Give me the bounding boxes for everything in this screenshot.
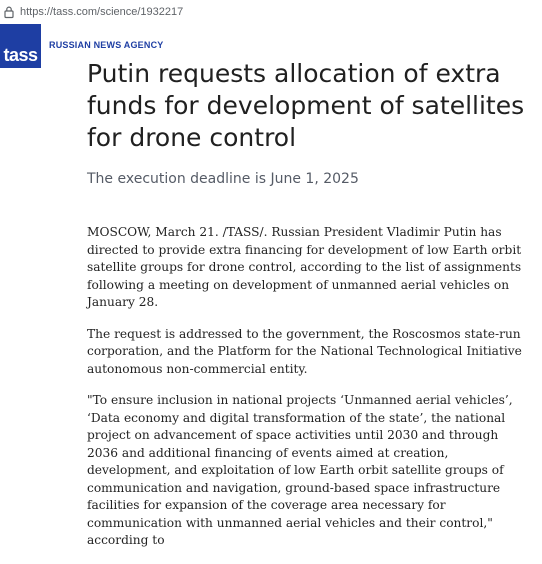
article-paragraph-1: MOSCOW, March 21. /TASS/. Russian President Vladimir Putin has directed to provide extra financing for development of low Earth orbit satellite groups for drone control, according to the list of assignments following a meeting on development of unmanned aerial vehicles on January 28. xyxy=(87,225,522,309)
tass-logo[interactable]: tass xyxy=(0,24,41,68)
article-subtitle: The execution deadline is June 1, 2025 xyxy=(87,171,359,187)
article-body xyxy=(87,224,532,564)
address-bar[interactable] xyxy=(0,0,542,25)
article-paragraph-2: The request is addressed to the government, the Roscosmos state-run corporation, and the Platform for the National Technological Initiative autonomous non-commercial entity. xyxy=(87,326,522,376)
agency-tagline: RUSSIAN NEWS AGENCY xyxy=(49,40,164,50)
article-title: Putin requests allocation of extra funds for development of satellites for drone control xyxy=(87,59,525,152)
lock-icon[interactable] xyxy=(2,5,16,19)
article-paragraph-3: "To ensure inclusion in national projects ‘Unmanned aerial vehicles’, ‘Data economy and digital transformation of the state’, the national project on advancement of space activities until 2030 and through 2036 and additional financing of events aimed at creation, development, and exploitation of low Earth orbit satellite groups of communication and navigation, ground-based space infrastructure facilities for expansion of the coverage area necessary for communication with unmanned aerial vehicles and their control," according to xyxy=(87,393,513,547)
url-text[interactable]: https://tass.com/science/1932217 xyxy=(20,6,184,18)
